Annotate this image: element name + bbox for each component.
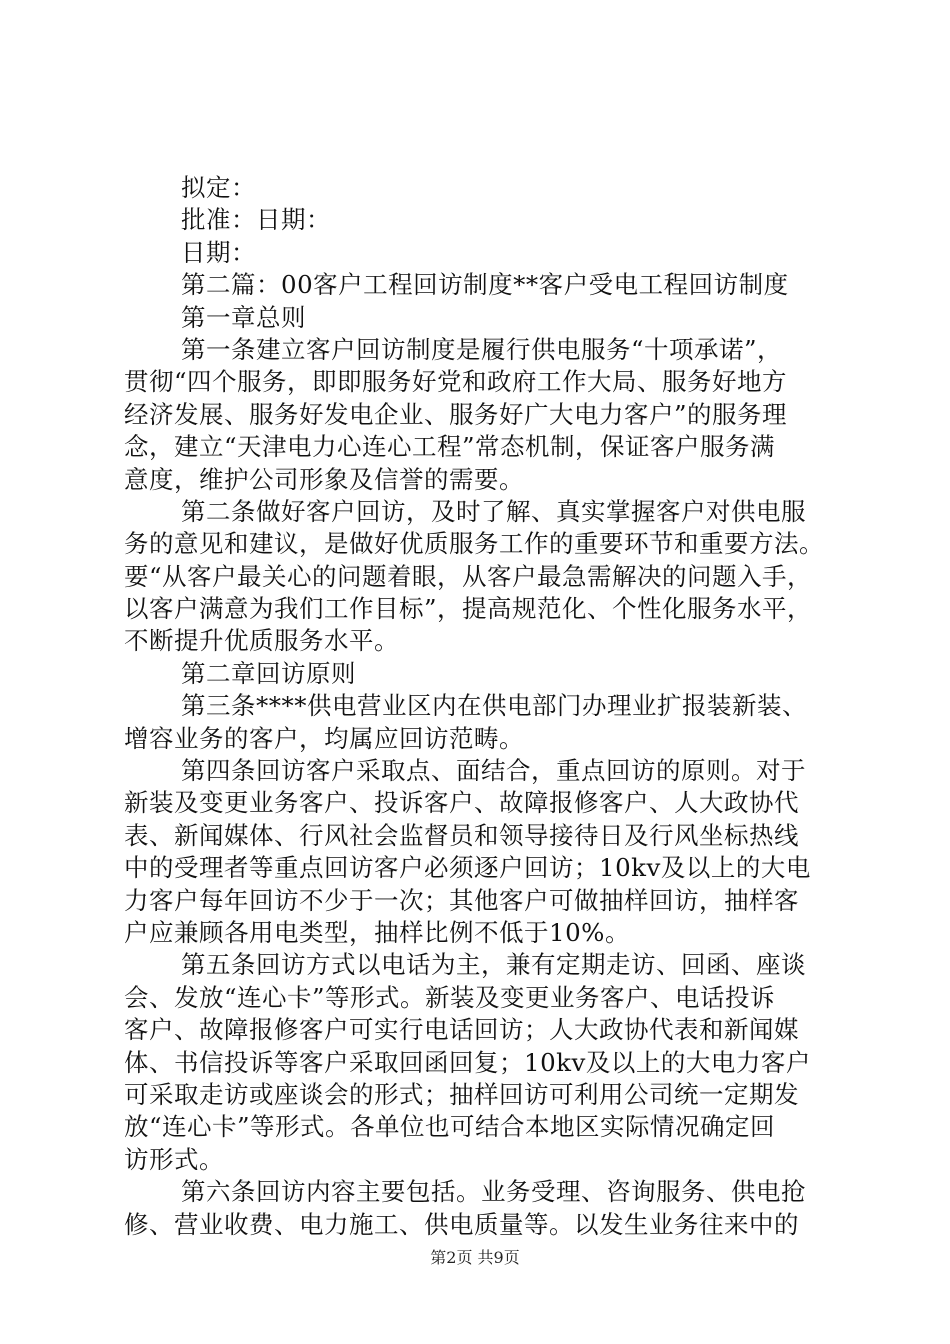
text-line: 放“连心卡”等形式。各单位也可结合本地区实际情况确定回 [124, 1112, 776, 1142]
text-line: 第六条回访内容主要包括。业务受理、咨询服务、供电抢 [181, 1177, 806, 1207]
text-line: 第三条****供电营业区内在供电部门办理业扩报装新装、 [181, 691, 807, 721]
text-line: 贯彻“四个服务，即即服务好党和政府工作大局、服务好地方 [124, 367, 788, 397]
chapter-2-title: 第二章回访原则 [181, 658, 356, 688]
text-line: 第二条做好客户回访，及时了解、真实掌握客户对供电服 [181, 496, 806, 526]
text-line: 可采取走访或座谈会的形式；抽样回访可利用公司统一定期发 [124, 1079, 799, 1109]
text-line: 修、营业收费、电力施工、供电质量等。以发生业务往来中的 [124, 1209, 799, 1239]
text-line: 访形式。 [124, 1144, 224, 1174]
document-body [124, 172, 844, 1241]
text-line: 户应兼顾各用电类型，抽样比例不低于10%。 [124, 917, 630, 947]
text-line: 第一条建立客户回访制度是履行供电服务“十项承诺”， [181, 334, 783, 364]
text-line: 表、新闻媒体、行风社会监督员和领导接待日及行风坐标热线 [124, 820, 799, 850]
text-line: 第四条回访客户采取点、面结合，重点回访的原则。对于 [181, 756, 806, 786]
page-number-footer: 第2页 共9页 [430, 1248, 520, 1267]
article-1-paragraph [124, 334, 844, 496]
text-line: 会、发放“连心卡”等形式。新装及变更业务客户、电话投诉 [124, 982, 776, 1012]
date-line: 日期： [181, 237, 256, 267]
text-line: 第五条回访方式以电话为主，兼有定期走访、回函、座谈 [181, 950, 806, 980]
text-line: 经济发展、服务好发电企业、服务好广大电力客户”的服务理 [124, 399, 788, 429]
text-line: 务的意见和建议，是做好优质服务工作的重要环节和重要方法。 [124, 529, 824, 559]
article-4-paragraph [124, 755, 844, 949]
text-line: 不断提升优质服务水平。 [124, 626, 399, 656]
text-line: 要“从客户最关心的问题着眼，从客户最急需解决的问题入手， [124, 561, 813, 591]
text-line: 新装及变更业务客户、投诉客户、故障报修客户、人大政协代 [124, 788, 799, 818]
text-line: 念，建立“天津电力心连心工程”常态机制，保证客户服务满 [124, 432, 776, 462]
text-line: 增容业务的客户，均属应回访范畴。 [124, 723, 524, 753]
text-line: 体、书信投诉等客户采取回函回复；10kv及以上的大电力客户 [124, 1047, 811, 1077]
text-line: 以客户满意为我们工作目标”，提高规范化、个性化服务水平， [124, 594, 813, 624]
article-3-paragraph [124, 690, 844, 755]
section-title: 第二篇：00客户工程回访制度**客户受电工程回访制度 [181, 270, 789, 300]
approved-date-line: 批准：日期： [181, 205, 331, 235]
article-6-paragraph [124, 1176, 844, 1241]
text-line: 力客户每年回访不少于一次；其他客户可做抽样回访，抽样客 [124, 885, 799, 915]
text-line: 中的受理者等重点回访客户必须逐户回访；10kv及以上的大电 [124, 853, 811, 883]
article-5-paragraph [124, 949, 844, 1176]
chapter-1-title: 第一章总则 [181, 302, 306, 332]
text-line: 意度，维护公司形象及信誉的需要。 [124, 464, 524, 494]
drafted-by-line: 拟定： [181, 173, 256, 202]
article-2-paragraph [124, 496, 844, 658]
text-line: 客户、故障报修客户可实行电话回访；人大政协代表和新闻媒 [124, 1015, 799, 1045]
